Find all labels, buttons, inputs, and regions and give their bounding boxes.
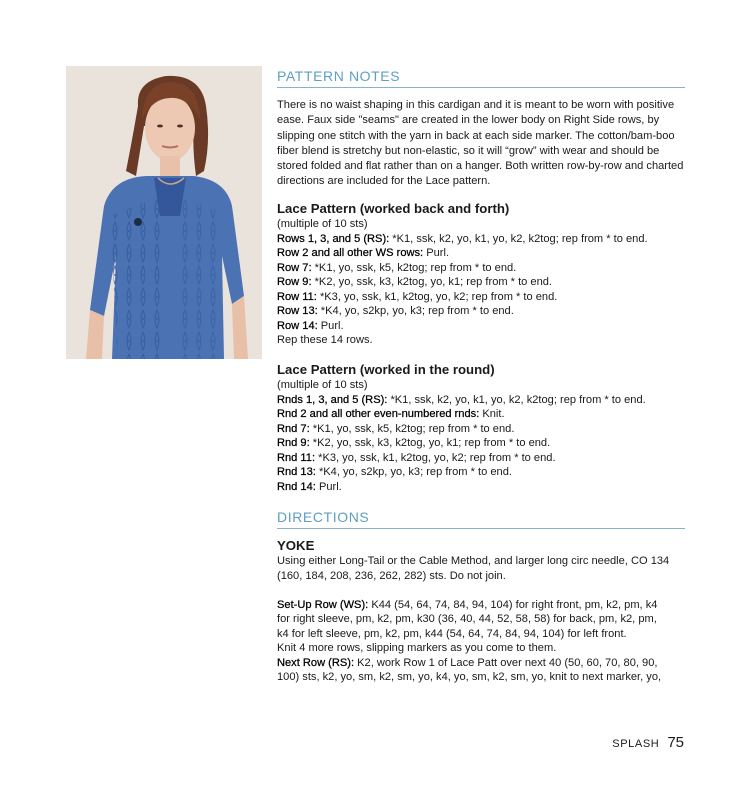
lace-round-row: Rnd 14: Purl. xyxy=(277,480,342,493)
lace-flat-row: Row 7: *K1, yo, ssk, k5, k2tog; rep from * to end. xyxy=(277,261,517,274)
pattern-notes-paragraph: There is no waist shaping in this cardigan and it is meant to be worn with positive ease. Faux side "seams" are created in the lower body on Right Side rows, by slipping one stitch with the yarn in back at each side marker. The cotton/bam-boo fiber blend is stretchy but non-elastic, so it will “grow” with wear and should be stored folded and flat rather than on a hanger. Both written row-by-row and charted directions are included for the Lace pattern. xyxy=(277,99,684,188)
lace-flat-row: Row 2 and all other WS rows: Purl. xyxy=(277,247,450,260)
lace-round-heading: Lace Pattern (worked in the round) xyxy=(277,362,495,377)
pattern-notes-heading xyxy=(277,65,685,88)
pattern-notes-body xyxy=(277,98,685,190)
next-row-line: 100) sts, k2, yo, sm, k2, sm, yo, k4, yo, sm, k2, sm, yo, knit to next marker, yo, xyxy=(277,671,662,684)
lace-flat-row: Row 9: *K2, yo, ssk, k3, k2tog, yo, k1; rep from * to end. xyxy=(277,276,553,289)
lace-round-row: Rnd 13: *K4, yo, s2kp, yo, k3; rep from * to end. xyxy=(277,466,512,479)
spacer xyxy=(277,583,685,598)
lace-flat-heading: Lace Pattern (worked back and forth) xyxy=(277,201,510,216)
lace-round-row: Rnds 1, 3, and 5 (RS): *K1, ssk, k2, yo, k1, yo, k2, k2tog; rep from * to end. xyxy=(277,393,646,406)
lace-round-row: Rnd 7: *K1, yo, ssk, k5, k2tog; rep from * to end. xyxy=(277,422,515,435)
directions-body xyxy=(277,538,685,685)
lace-flat-repeat: Rep these 14 rows. xyxy=(277,334,373,347)
lace-pattern-round xyxy=(277,362,685,494)
footer-section: SPLASH xyxy=(612,738,660,750)
lace-flat-row: Row 14: Purl. xyxy=(277,319,344,332)
lace-round-row: Rnd 9: *K2, yo, ssk, k3, k2tog, yo, k1; rep from * to end. xyxy=(277,437,551,450)
page-number: 75 xyxy=(667,734,684,751)
lace-pattern-flat xyxy=(277,201,685,348)
pattern-notes-title: PATTERN NOTES xyxy=(277,68,401,84)
knit-more-line: Knit 4 more rows, slipping markers as you come to them. xyxy=(277,642,557,655)
lace-round-row: Rnd 11: *K3, yo, ssk, k1, k2tog, yo, k2; rep from * to end. xyxy=(277,451,556,464)
lace-round-row: Rnd 2 and all other even-numbered rnds: Knit. xyxy=(277,408,505,421)
setup-row-line: for right sleeve, pm, k2, pm, k30 (36, 40, 44, 52, 58, 58) for back, pm, k2, pm, xyxy=(277,613,657,626)
page-footer xyxy=(612,734,684,751)
cardigan-photo-illustration xyxy=(66,66,262,359)
directions-heading xyxy=(277,506,685,529)
lace-flat-multiple: (multiple of 10 sts) xyxy=(277,218,368,230)
yoke-intro-line: Using either Long-Tail or the Cable Method, and larger long circ needle, CO 134 xyxy=(277,555,670,567)
lace-flat-row: Row 13: *K4, yo, s2kp, yo, k3; rep from * to end. xyxy=(277,305,514,318)
directions-title: DIRECTIONS xyxy=(277,509,370,525)
yoke-heading: YOKE xyxy=(277,538,315,553)
setup-row-line: k4 for left sleeve, pm, k2, pm, k44 (54, 64, 74, 84, 94, 104) for left front. xyxy=(277,627,627,640)
setup-row-line: Set-Up Row (WS): K44 (54, 64, 74, 84, 94, 104) for right front, pm, k2, pm, k4 xyxy=(277,598,658,611)
model-photo xyxy=(66,66,262,359)
yoke-intro-line: (160, 184, 208, 236, 262, 282) sts. Do not join. xyxy=(277,569,506,582)
lace-flat-row: Rows 1, 3, and 5 (RS): *K1, ssk, k2, yo, k1, yo, k2, k2tog; rep from * to end. xyxy=(277,232,648,245)
lace-flat-row: Row 11: *K3, yo, ssk, k1, k2tog, yo, k2; rep from * to end. xyxy=(277,290,558,303)
next-row-line: Next Row (RS): K2, work Row 1 of Lace Patt over next 40 (50, 60, 70, 80, 90, xyxy=(277,656,658,669)
lace-round-multiple: (multiple of 10 sts) xyxy=(277,379,368,391)
